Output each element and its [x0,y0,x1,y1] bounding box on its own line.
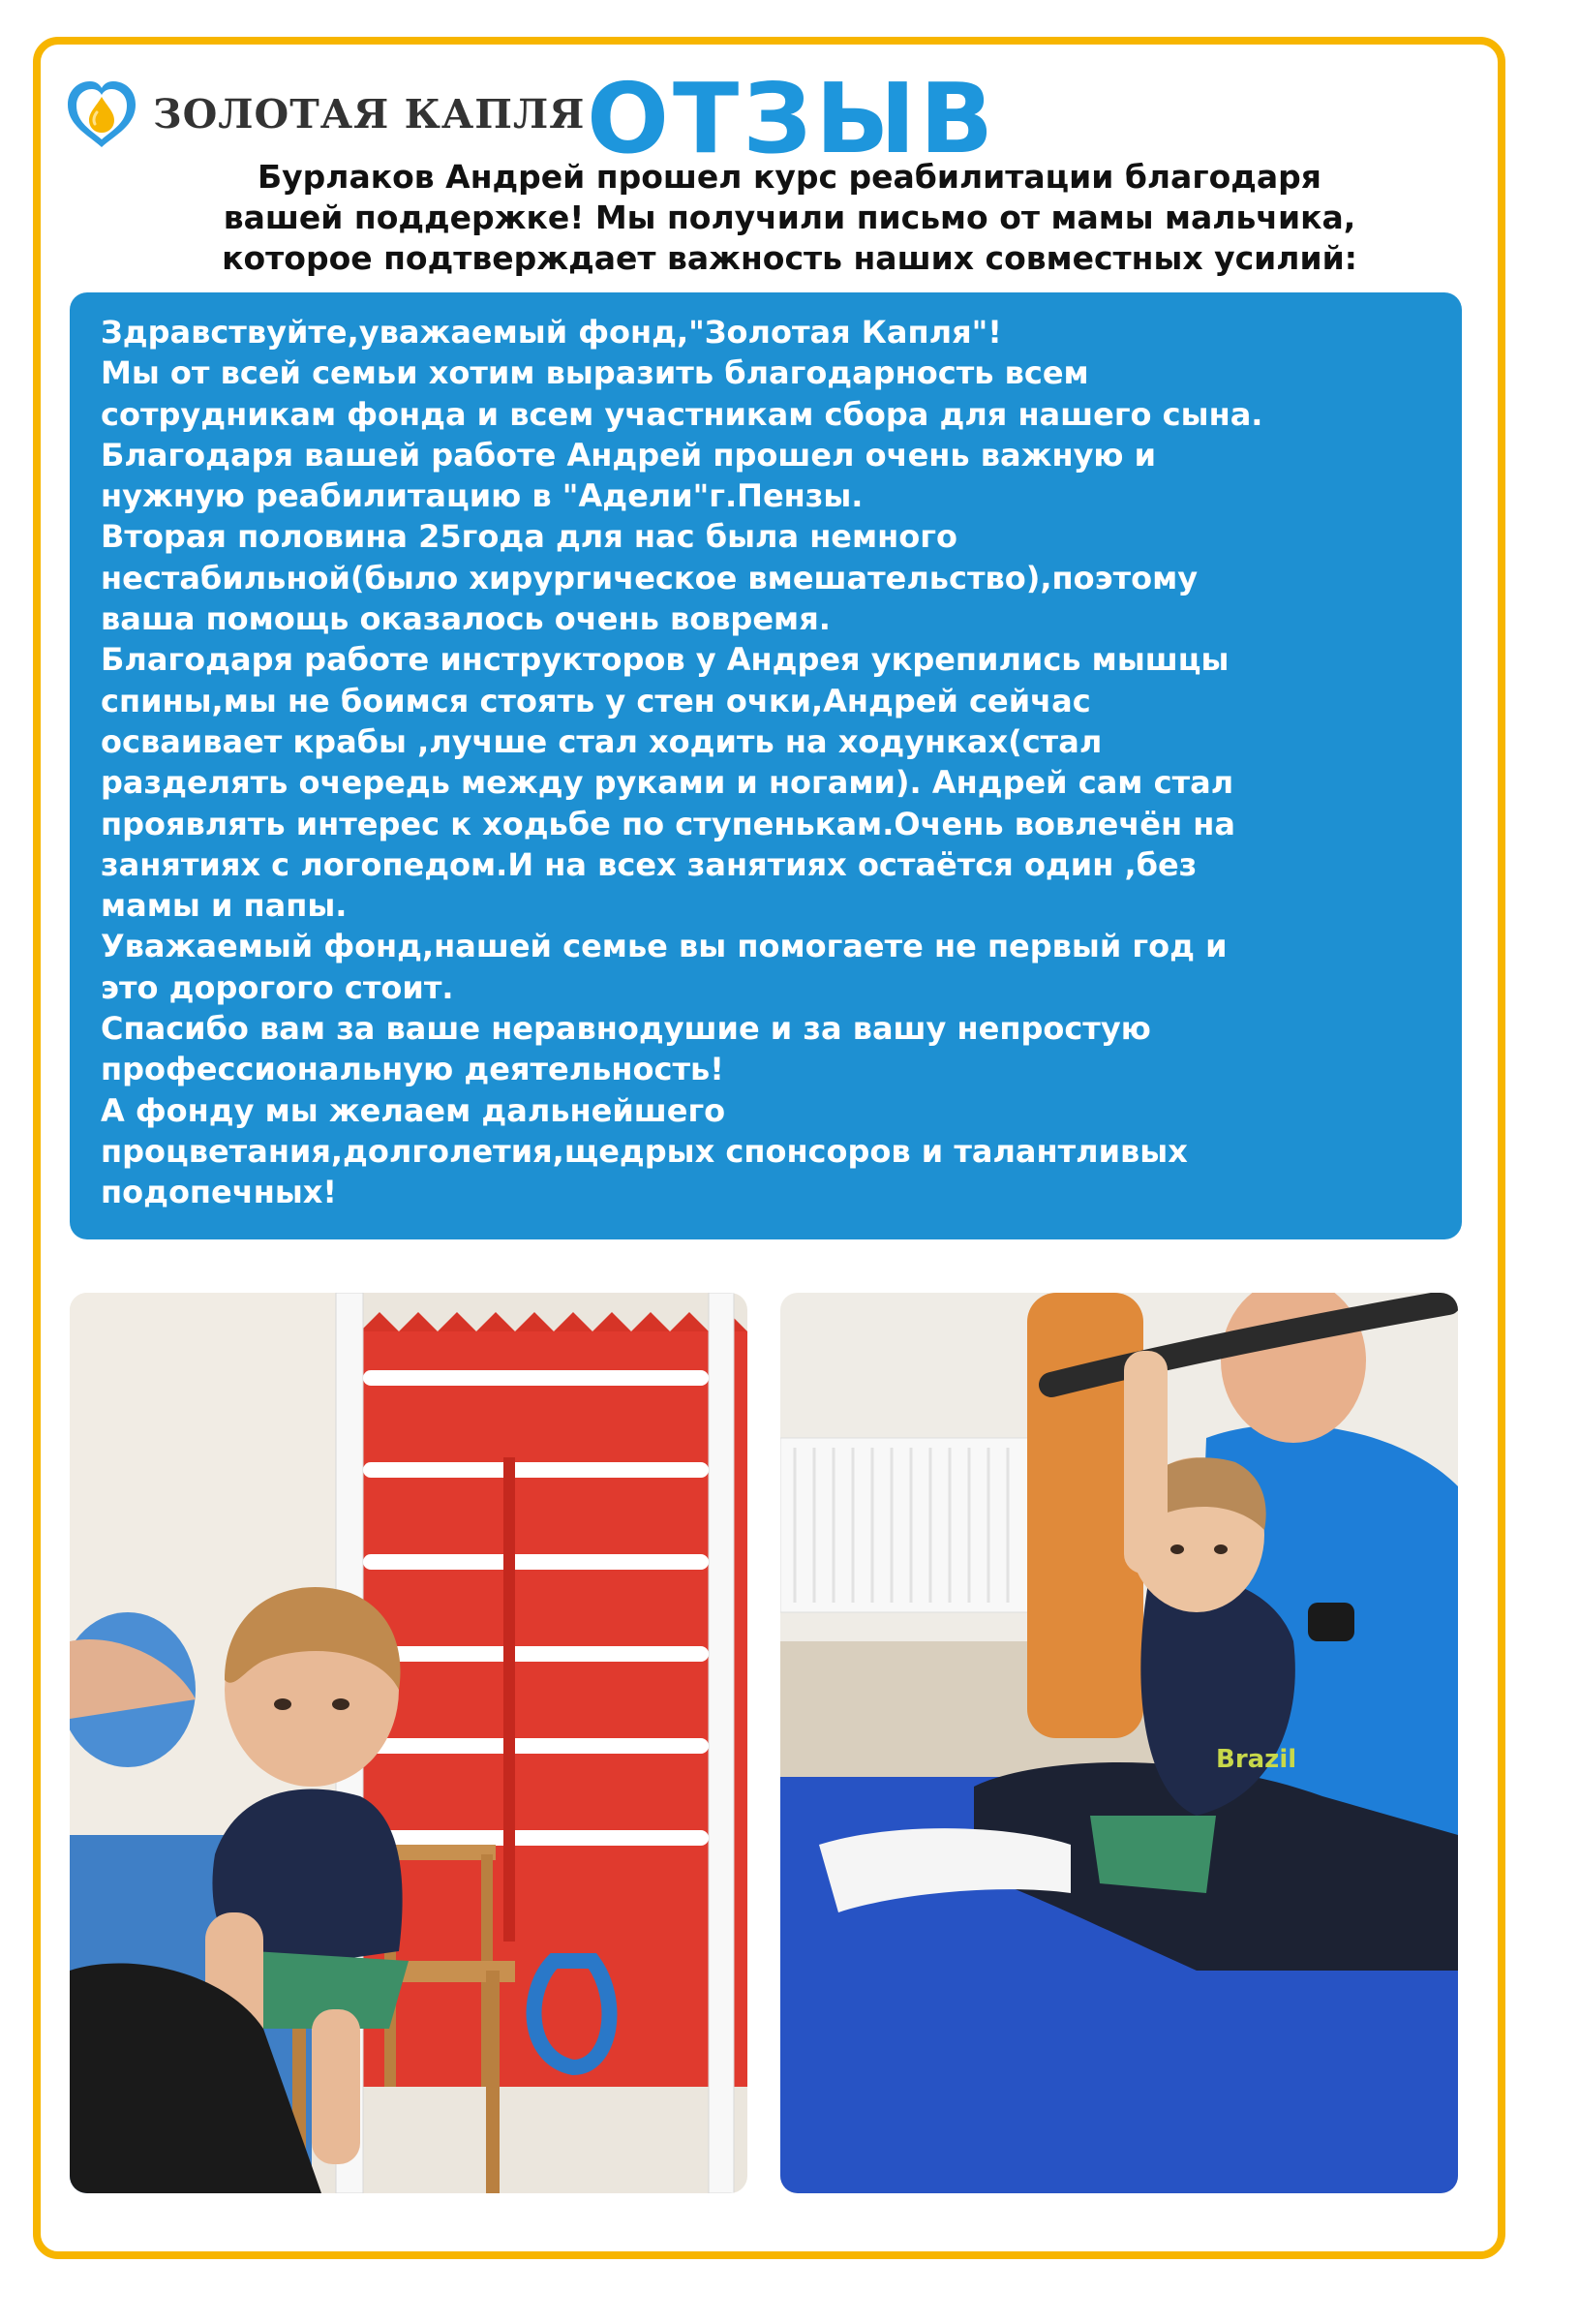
letter-line: А фонду мы желаем дальнейшего [101,1091,726,1129]
letter-line: профессиональную деятельность! [101,1051,724,1088]
brand-name: ЗОЛОТАЯ КАПЛЯ [153,91,586,138]
letter-line: Здравствуйте,уважаемый фонд,"Золотая Капля"! [101,314,1002,351]
letter-line: осваивает крабы ,лучше стал ходить на ходунках(стал [101,722,1103,760]
shirt-print-text: Brazil [1216,1745,1297,1774]
letter-line: проявлять интерес к ходьбе по ступенькам.Очень вовлечён на [101,805,1235,842]
letter-line: спины,мы не боимся стоять у стен очки,Андрей сейчас [101,682,1091,719]
intro-line: Бурлаков Андрей прошел курс реабилитации благодаря [258,158,1321,196]
letter-line: Вторая половина 25года для нас была немного [101,518,957,556]
letter-line: занятиях с логопедом.И на всех занятиях остаётся один ,без [101,845,1198,883]
letter-line: Спасибо вам за ваше неравнодушие и за вашу непростую [101,1010,1151,1048]
intro-line: которое подтверждает важность наших совместных усилий: [222,239,1357,277]
letter-line: мамы и папы. [101,887,348,925]
letter-line: разделять очередь между руками и ногами). Андрей сам стал [101,764,1234,802]
letter-line: процветания,долголетия,щедрых спонсоров и талантливых [101,1132,1188,1170]
page-title: ОТЗЫВ [587,62,998,175]
letter-line: подопечных! [101,1174,337,1211]
intro-text [58,157,1521,279]
letter-line: Благодаря вашей работе Андрей прошел очень важную и [101,436,1157,474]
letter-line: это дорогого стоит. [101,968,454,1006]
letter-panel [70,292,1462,1239]
letter-line: нужную реабилитацию в "Адели"г.Пензы. [101,477,864,515]
letter-line: Благодаря работе инструкторов у Андрея укрепились мышцы [101,641,1230,679]
golden-drop-heart-icon [62,76,141,153]
letter-line: нестабильной(было хирургическое вмешательство),поэтому [101,559,1199,596]
letter-line: сотрудникам фонда и всем участникам сбора для нашего сына. [101,395,1263,433]
brand-logo [62,76,585,153]
letter-line: ваша помощь оказалось очень вовремя. [101,600,831,638]
letter-line: Мы от всей семьи хотим выразить благодарность всем [101,354,1089,392]
intro-line: вашей поддержке! Мы получили письмо от мамы мальчика, [223,199,1356,236]
letter-line: Уважаемый фонд,нашей семье вы помогаете не первый год и [101,928,1228,965]
photo-boy-with-instructor [780,1293,1458,2193]
photo-boy-wall-bars [70,1293,747,2193]
